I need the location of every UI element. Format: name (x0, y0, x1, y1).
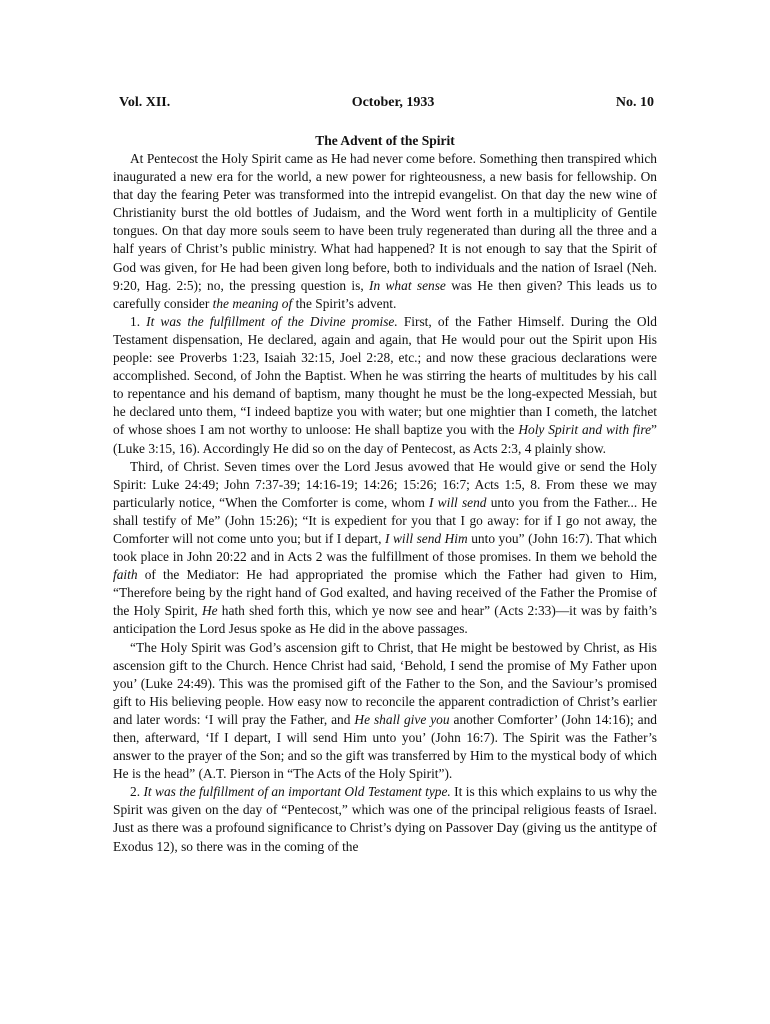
masthead (113, 94, 657, 112)
text-run: another Comforter’ (John 14:16); and then, afterward, ‘If I depart, I will send Him unto you’ (John 16:7). The Spirit was the Father’s answer to the prayer of the Son; and so the gift was transferred by Him to the mystical body of which He is the head” (A.T. Pierson in “The Acts of the Holy Spirit”). (113, 711, 657, 782)
italic-run: It was the fulfillment of an important Old Testament type. (143, 784, 451, 800)
issue-date: October, 1933 (351, 95, 435, 110)
paragraph (113, 313, 657, 458)
italic-run: the meaning of (212, 295, 293, 311)
text-run: was He then given? This leads us to carefully consider (113, 277, 657, 311)
italic-run: Holy Spirit and with fire (518, 422, 652, 438)
page (113, 94, 657, 856)
text-run: ” (Luke 3:15, 16). Accordingly He did so on the day of Pentecost, as Acts 2:3, 4 plainly show. (113, 422, 657, 456)
paragraph (113, 639, 657, 784)
text-run: First, of the Father Himself. During the Old Testament dispensation, He declared, again and again, that He would pour out the Spirit upon His people: see Proverbs 1:23, Isaiah 32:15, Joel 2:28, etc.; and now these gracious declarations were accomplished. Second, of John the Baptist. When he was stirring the hearts of multitudes by his call to repentance and his demand of baptism, many thought he must be the long-expected Messiah, but he declared unto them, “I indeed baptize you with water; but one mightier than I cometh, the latchet of whose shoes I am not worthy to unloose: He shall baptize you with the (113, 313, 657, 438)
text-run: the Spirit’s advent. (292, 295, 397, 311)
text-run: of the Mediator: He had appropriated the promise which the Father had given to Him, “Therefore being by the right hand of God exalted, and having received of the Father the Promise of the Holy Spirit, (113, 567, 657, 619)
article-body (113, 150, 657, 856)
italic-run: I will send (429, 494, 487, 510)
italic-run: faith (113, 567, 138, 583)
text-run: 1. (130, 313, 147, 329)
italic-run: It was the fulfillment of the Divine promise. (146, 313, 398, 329)
paragraph (113, 783, 657, 855)
volume-label: Vol. XII. (119, 95, 171, 110)
paragraph (113, 150, 657, 313)
italic-run: He shall give you (354, 711, 450, 727)
text-run: Third, of Christ. Seven times over the Lord Jesus avowed that He would give or send the Holy Spirit: Luke 24:49; John 7:37-39; 14:16-19; 14:26; 15:26; 16:7; Acts 1:5, 8. From these we may particularly notice, “When the Comforter is come, whom (113, 458, 657, 510)
text-run: At Pentecost the Holy Spirit came as He had never come before. Something then transpired which inaugurated a new era for the world, a new power for righteousness, a new basis for fellowship. On that day the fearing Peter was transformed into the intrepid evangelist. On that day the new wine of Christianity burst the old bottles of Judaism, and the Word went forth in a multiplicity of Gentile tongues. On that day more souls seem to have been truly regenerated than during all the three and a half years of Christ’s public ministry. What had happened? It is not enough to say that the Spirit of God was given, for He had been given long before, both to individuals and the nation of Israel (Neh. 9:20, Hag. 2:5); no, the pressing question is, (113, 151, 657, 293)
paragraph (113, 458, 657, 639)
text-run: It is this which explains to us why the Spirit was given on the day of “Pentecost,” which was one of the principal religious feasts of Israel. Just as there was a profound significance to Christ’s dying on Passover Day (giving us the antitype of Exodus 12), so there was in the coming of the (113, 784, 657, 854)
italic-run: I will send Him (385, 530, 468, 546)
italic-run: In what sense (369, 277, 446, 293)
text-run: 2. (130, 784, 144, 800)
italic-run: He (201, 603, 218, 619)
text-run: unto you” (John 16:7). That which took place in John 20:22 and in Acts 2 was the fulfillment of those promises. In them we behold the (113, 530, 657, 565)
text-run: unto you from the Father... He shall testify of Me” (John 15:26); “It is expedient for you that I go away: for if I go not away, the Comforter will not come unto you; but if I depart, (113, 494, 658, 546)
issue-number: No. 10 (615, 95, 654, 110)
text-run: “The Holy Spirit was God’s ascension gift to Christ, that He might be bestowed by Christ, as His ascension gift to the Church. Hence Christ had said, ‘Behold, I send the promise of My Father upon you’ (Luke 24:49). This was the promised gift of the Father to the Son, and the Saviour’s promised gift to His believing people. How easy now to reconcile the apparent contradiction of Christ’s earlier and later words: ‘I will pray the Father, and (113, 639, 657, 727)
article-title: The Advent of the Spirit (315, 133, 455, 148)
text-run: hath shed forth this, which ye now see and hear” (Acts 2:33)—it was by faith’s anticipation the Lord Jesus spoke as He did in the above passages. (113, 603, 657, 637)
